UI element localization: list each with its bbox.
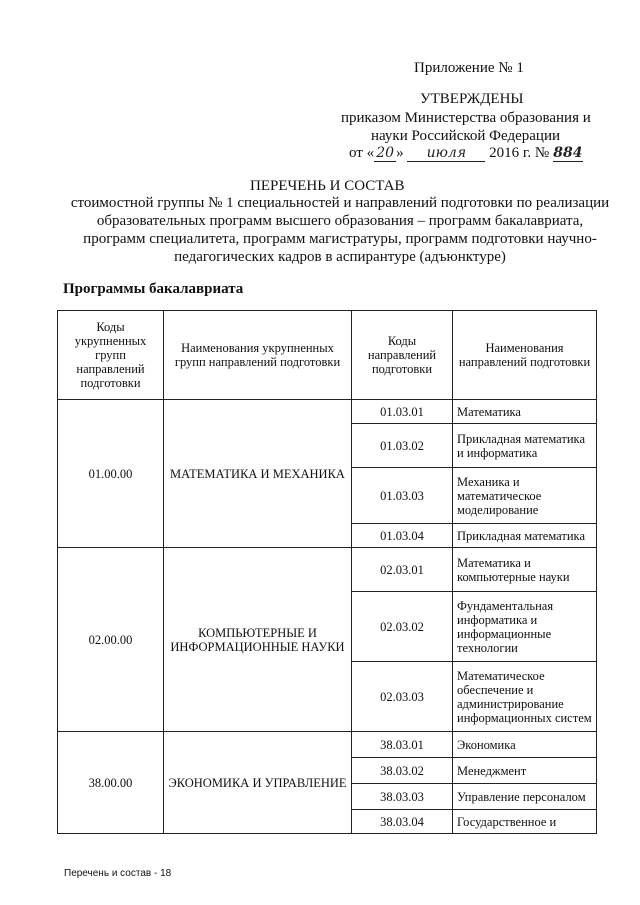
date-mid: » <box>396 145 404 161</box>
group-code-cell: 01.00.00 <box>58 400 164 548</box>
page-footer: Перечень и состав - 18 <box>64 868 172 879</box>
direction-code-cell: 02.03.01 <box>352 548 453 592</box>
direction-code-cell: 38.03.01 <box>352 732 453 758</box>
group-name-cell: ЭКОНОМИКА И УПРАВЛЕНИЕ <box>164 732 352 834</box>
table-row <box>58 732 597 758</box>
group-name-cell: МАТЕМАТИКА И МЕХАНИКА <box>164 400 352 548</box>
approved-date-line <box>349 145 583 162</box>
heading-line2: образовательных программ высшего образования – программ бакалавриата, <box>96 213 584 229</box>
section-title: Программы бакалавриата <box>63 281 244 297</box>
date-prefix: от « <box>349 145 375 161</box>
table-header-row <box>58 311 597 400</box>
heading-line1: стоимостной группы № 1 специальностей и направлений подготовки по реализации <box>70 195 610 211</box>
direction-code-cell: 01.03.04 <box>352 524 453 548</box>
table-row <box>58 548 597 592</box>
direction-code-cell: 01.03.02 <box>352 424 453 468</box>
appendix-label: Приложение № 1 <box>414 60 524 76</box>
approved-title: УТВЕРЖДЕНЫ <box>420 91 524 107</box>
direction-code-cell: 38.03.03 <box>352 784 453 810</box>
table-row <box>58 400 597 424</box>
date-month: июля <box>407 145 485 162</box>
direction-name-cell: Фундаментальная информатика и информационные технологии <box>453 592 597 662</box>
direction-name-cell: Экономика <box>453 732 597 758</box>
direction-code-cell: 01.03.01 <box>352 400 453 424</box>
group-name-cell: КОМПЬЮТЕРНЫЕ И ИНФОРМАЦИОННЫЕ НАУКИ <box>164 548 352 732</box>
direction-name-cell: Государственное и <box>453 810 597 834</box>
group-code-cell: 38.00.00 <box>58 732 164 834</box>
direction-name-cell: Математика и компьютерные науки <box>453 548 597 592</box>
direction-code-cell: 02.03.02 <box>352 592 453 662</box>
direction-code-cell: 38.03.04 <box>352 810 453 834</box>
date-day: 20 <box>374 145 396 162</box>
direction-name-cell: Механика и математическое моделирование <box>453 468 597 524</box>
direction-name-cell: Прикладная математика и информатика <box>453 424 597 468</box>
programs-table <box>57 310 597 834</box>
direction-name-cell: Менеджмент <box>453 758 597 784</box>
document-title: ПЕРЕЧЕНЬ И СОСТАВ <box>250 178 405 194</box>
direction-name-cell: Управление персоналом <box>453 784 597 810</box>
order-number: 884 <box>553 145 583 161</box>
approved-line2: науки Российской Федерации <box>371 128 561 144</box>
approved-line1: приказом Министерства образования и <box>341 110 591 126</box>
header-direction-name: Наименования направлений подготовки <box>453 311 597 400</box>
header-group-name: Наименования укрупненных групп направлений подготовки <box>164 311 352 400</box>
direction-name-cell: Математическое обеспечение и администрирование информационных систем <box>453 662 597 732</box>
group-code-cell: 02.00.00 <box>58 548 164 732</box>
direction-name-cell: Математика <box>453 400 597 424</box>
direction-name-cell: Прикладная математика <box>453 524 597 548</box>
date-year: 2016 г. № <box>489 145 550 161</box>
direction-code-cell: 01.03.03 <box>352 468 453 524</box>
header-group-code: Коды укрупненных групп направлений подготовки <box>58 311 164 400</box>
heading-line4: педагогических кадров в аспирантуре (адъюнктуре) <box>174 249 506 265</box>
header-direction-code: Коды направлений подготовки <box>352 311 453 400</box>
direction-code-cell: 02.03.03 <box>352 662 453 732</box>
direction-code-cell: 38.03.02 <box>352 758 453 784</box>
heading-line3: программ специалитета, программ магистратуры, программ подготовки научно- <box>83 231 597 247</box>
